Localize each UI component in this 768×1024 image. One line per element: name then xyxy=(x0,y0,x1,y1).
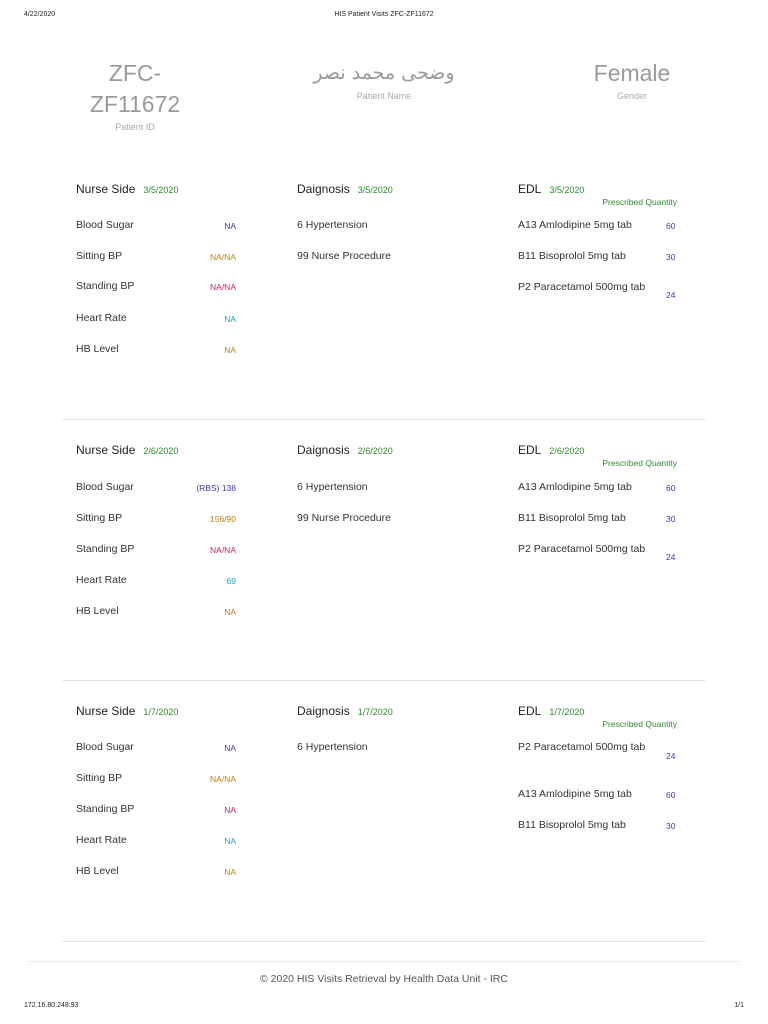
vital-name: Sitting BP xyxy=(76,512,123,524)
diagnosis-item: 6 Hypertension xyxy=(297,741,368,753)
diagnosis-date: 2/6/2020 xyxy=(357,446,393,456)
vital-value: 69 xyxy=(226,576,236,586)
diagnosis-section xyxy=(297,441,497,524)
vital-name: HB Level xyxy=(76,343,119,355)
diagnosis-heading: Daignosis xyxy=(297,443,350,457)
drug-name: B11 Bisoprolol 5mg tab xyxy=(518,512,626,524)
diagnosis-item: 6 Hypertension xyxy=(297,219,368,231)
diagnosis-date: 1/7/2020 xyxy=(357,707,393,717)
nurse-section xyxy=(76,441,236,617)
diagnosis-item: 6 Hypertension xyxy=(297,481,368,493)
print-footer xyxy=(24,1002,744,1014)
drug-quantity: 30 xyxy=(666,821,676,831)
edl-heading: EDL xyxy=(518,182,542,196)
patient-id: ZFC- ZF11672 xyxy=(89,60,181,117)
edl-section xyxy=(518,702,698,831)
vital-name: Blood Sugar xyxy=(76,741,134,753)
visit-divider xyxy=(62,419,706,420)
vital-value: NA/NA xyxy=(210,545,236,555)
edl-date: 2/6/2020 xyxy=(549,446,585,456)
vital-value: NA/NA xyxy=(210,252,236,262)
vital-value: NA xyxy=(224,805,236,815)
diagnosis-item: 99 Nurse Procedure xyxy=(297,512,391,524)
vital-value: NA xyxy=(224,314,236,324)
vital-name: HB Level xyxy=(76,605,119,617)
vital-name: Standing BP xyxy=(76,543,135,555)
edl-section xyxy=(518,180,698,300)
patient-name-label: Patient Name xyxy=(356,91,412,101)
print-url: 172.16.80.248:93 xyxy=(24,1002,79,1009)
vital-name: Heart Rate xyxy=(76,834,127,846)
patient-id-block xyxy=(72,58,198,132)
patient-gender-label: Gender xyxy=(616,91,648,101)
vital-name: Heart Rate xyxy=(76,312,127,324)
drug-name: B11 Bisoprolol 5mg tab xyxy=(518,250,626,262)
drug-name: P2 Paracetamol 500mg tab xyxy=(518,543,646,555)
footer-divider xyxy=(28,961,740,962)
vital-name: Sitting BP xyxy=(76,250,123,262)
drug-quantity: 24 xyxy=(666,290,676,300)
vital-name: Heart Rate xyxy=(76,574,127,586)
drug-quantity: 60 xyxy=(666,483,676,493)
edl-heading: EDL xyxy=(518,443,542,457)
edl-date: 3/5/2020 xyxy=(549,185,585,195)
patient-gender: Female xyxy=(593,60,671,86)
drug-name: P2 Paracetamol 500mg tab xyxy=(518,281,646,293)
nurse-section xyxy=(76,180,236,355)
page-number: 1/1 xyxy=(734,1002,744,1009)
drug-quantity: 30 xyxy=(666,252,676,262)
visit-card xyxy=(62,441,706,703)
nurse-heading: Nurse Side xyxy=(76,443,136,457)
diagnosis-item: 99 Nurse Procedure xyxy=(297,250,391,262)
drug-name: P2 Paracetamol 500mg tab xyxy=(518,741,646,753)
vital-name: Blood Sugar xyxy=(76,481,134,493)
patient-name-block xyxy=(284,58,484,101)
nurse-date: 2/6/2020 xyxy=(143,446,179,456)
vital-name: Standing BP xyxy=(76,280,135,292)
patient-name: وضحى محمد نصر xyxy=(313,62,455,84)
diagnosis-heading: Daignosis xyxy=(297,704,350,718)
print-title: HIS Patient Visits ZFC-ZF11672 xyxy=(334,11,434,18)
drug-name: A13 Amlodipine 5mg tab xyxy=(518,219,632,231)
diagnosis-section xyxy=(297,180,497,262)
prescribed-quantity-header: Prescribed Quantity xyxy=(602,197,677,207)
nurse-section xyxy=(76,702,236,877)
footer-copyright: © 2020 HIS Visits Retrieval by Health Data Unit - IRC xyxy=(260,973,508,985)
prescribed-quantity-header: Prescribed Quantity xyxy=(602,719,677,729)
patient-gender-block xyxy=(562,58,702,101)
vital-value: NA xyxy=(224,345,236,355)
patient-id-label: Patient ID xyxy=(115,122,155,132)
drug-quantity: 30 xyxy=(666,514,676,524)
edl-section xyxy=(518,441,698,562)
vital-name: Blood Sugar xyxy=(76,219,134,231)
nurse-heading: Nurse Side xyxy=(76,704,136,718)
visit-card xyxy=(62,180,706,442)
print-date: 4/22/2020 xyxy=(24,11,56,18)
prescribed-quantity-header: Prescribed Quantity xyxy=(602,458,677,468)
vital-name: Standing BP xyxy=(76,803,135,815)
visit-divider xyxy=(62,941,706,942)
vital-value: NA xyxy=(224,607,236,617)
vital-value: NA xyxy=(224,836,236,846)
diagnosis-section xyxy=(297,702,497,753)
drug-quantity: 60 xyxy=(666,790,676,800)
vital-value: NA xyxy=(224,221,236,231)
vital-value: NA xyxy=(224,743,236,753)
drug-name: A13 Amlodipine 5mg tab xyxy=(518,481,632,493)
drug-quantity: 24 xyxy=(666,552,676,562)
diagnosis-heading: Daignosis xyxy=(297,182,350,196)
vital-value: 156/90 xyxy=(210,514,236,524)
nurse-heading: Nurse Side xyxy=(76,182,136,196)
drug-quantity: 60 xyxy=(666,221,676,231)
nurse-date: 3/5/2020 xyxy=(143,185,179,195)
drug-name: A13 Amlodipine 5mg tab xyxy=(518,788,632,800)
vital-value: NA/NA xyxy=(210,774,236,784)
vital-name: Sitting BP xyxy=(76,772,123,784)
vital-value: (RBS) 138 xyxy=(196,483,236,493)
edl-date: 1/7/2020 xyxy=(549,707,585,717)
print-header xyxy=(24,11,744,23)
vital-value: NA/NA xyxy=(210,282,236,292)
nurse-date: 1/7/2020 xyxy=(143,707,179,717)
edl-heading: EDL xyxy=(518,704,542,718)
drug-quantity: 24 xyxy=(666,751,676,761)
visit-card xyxy=(62,702,706,964)
vital-name: HB Level xyxy=(76,865,119,877)
visit-divider xyxy=(62,680,706,681)
drug-name: B11 Bisoprolol 5mg tab xyxy=(518,819,626,831)
diagnosis-date: 3/5/2020 xyxy=(357,185,393,195)
vital-value: NA xyxy=(224,867,236,877)
